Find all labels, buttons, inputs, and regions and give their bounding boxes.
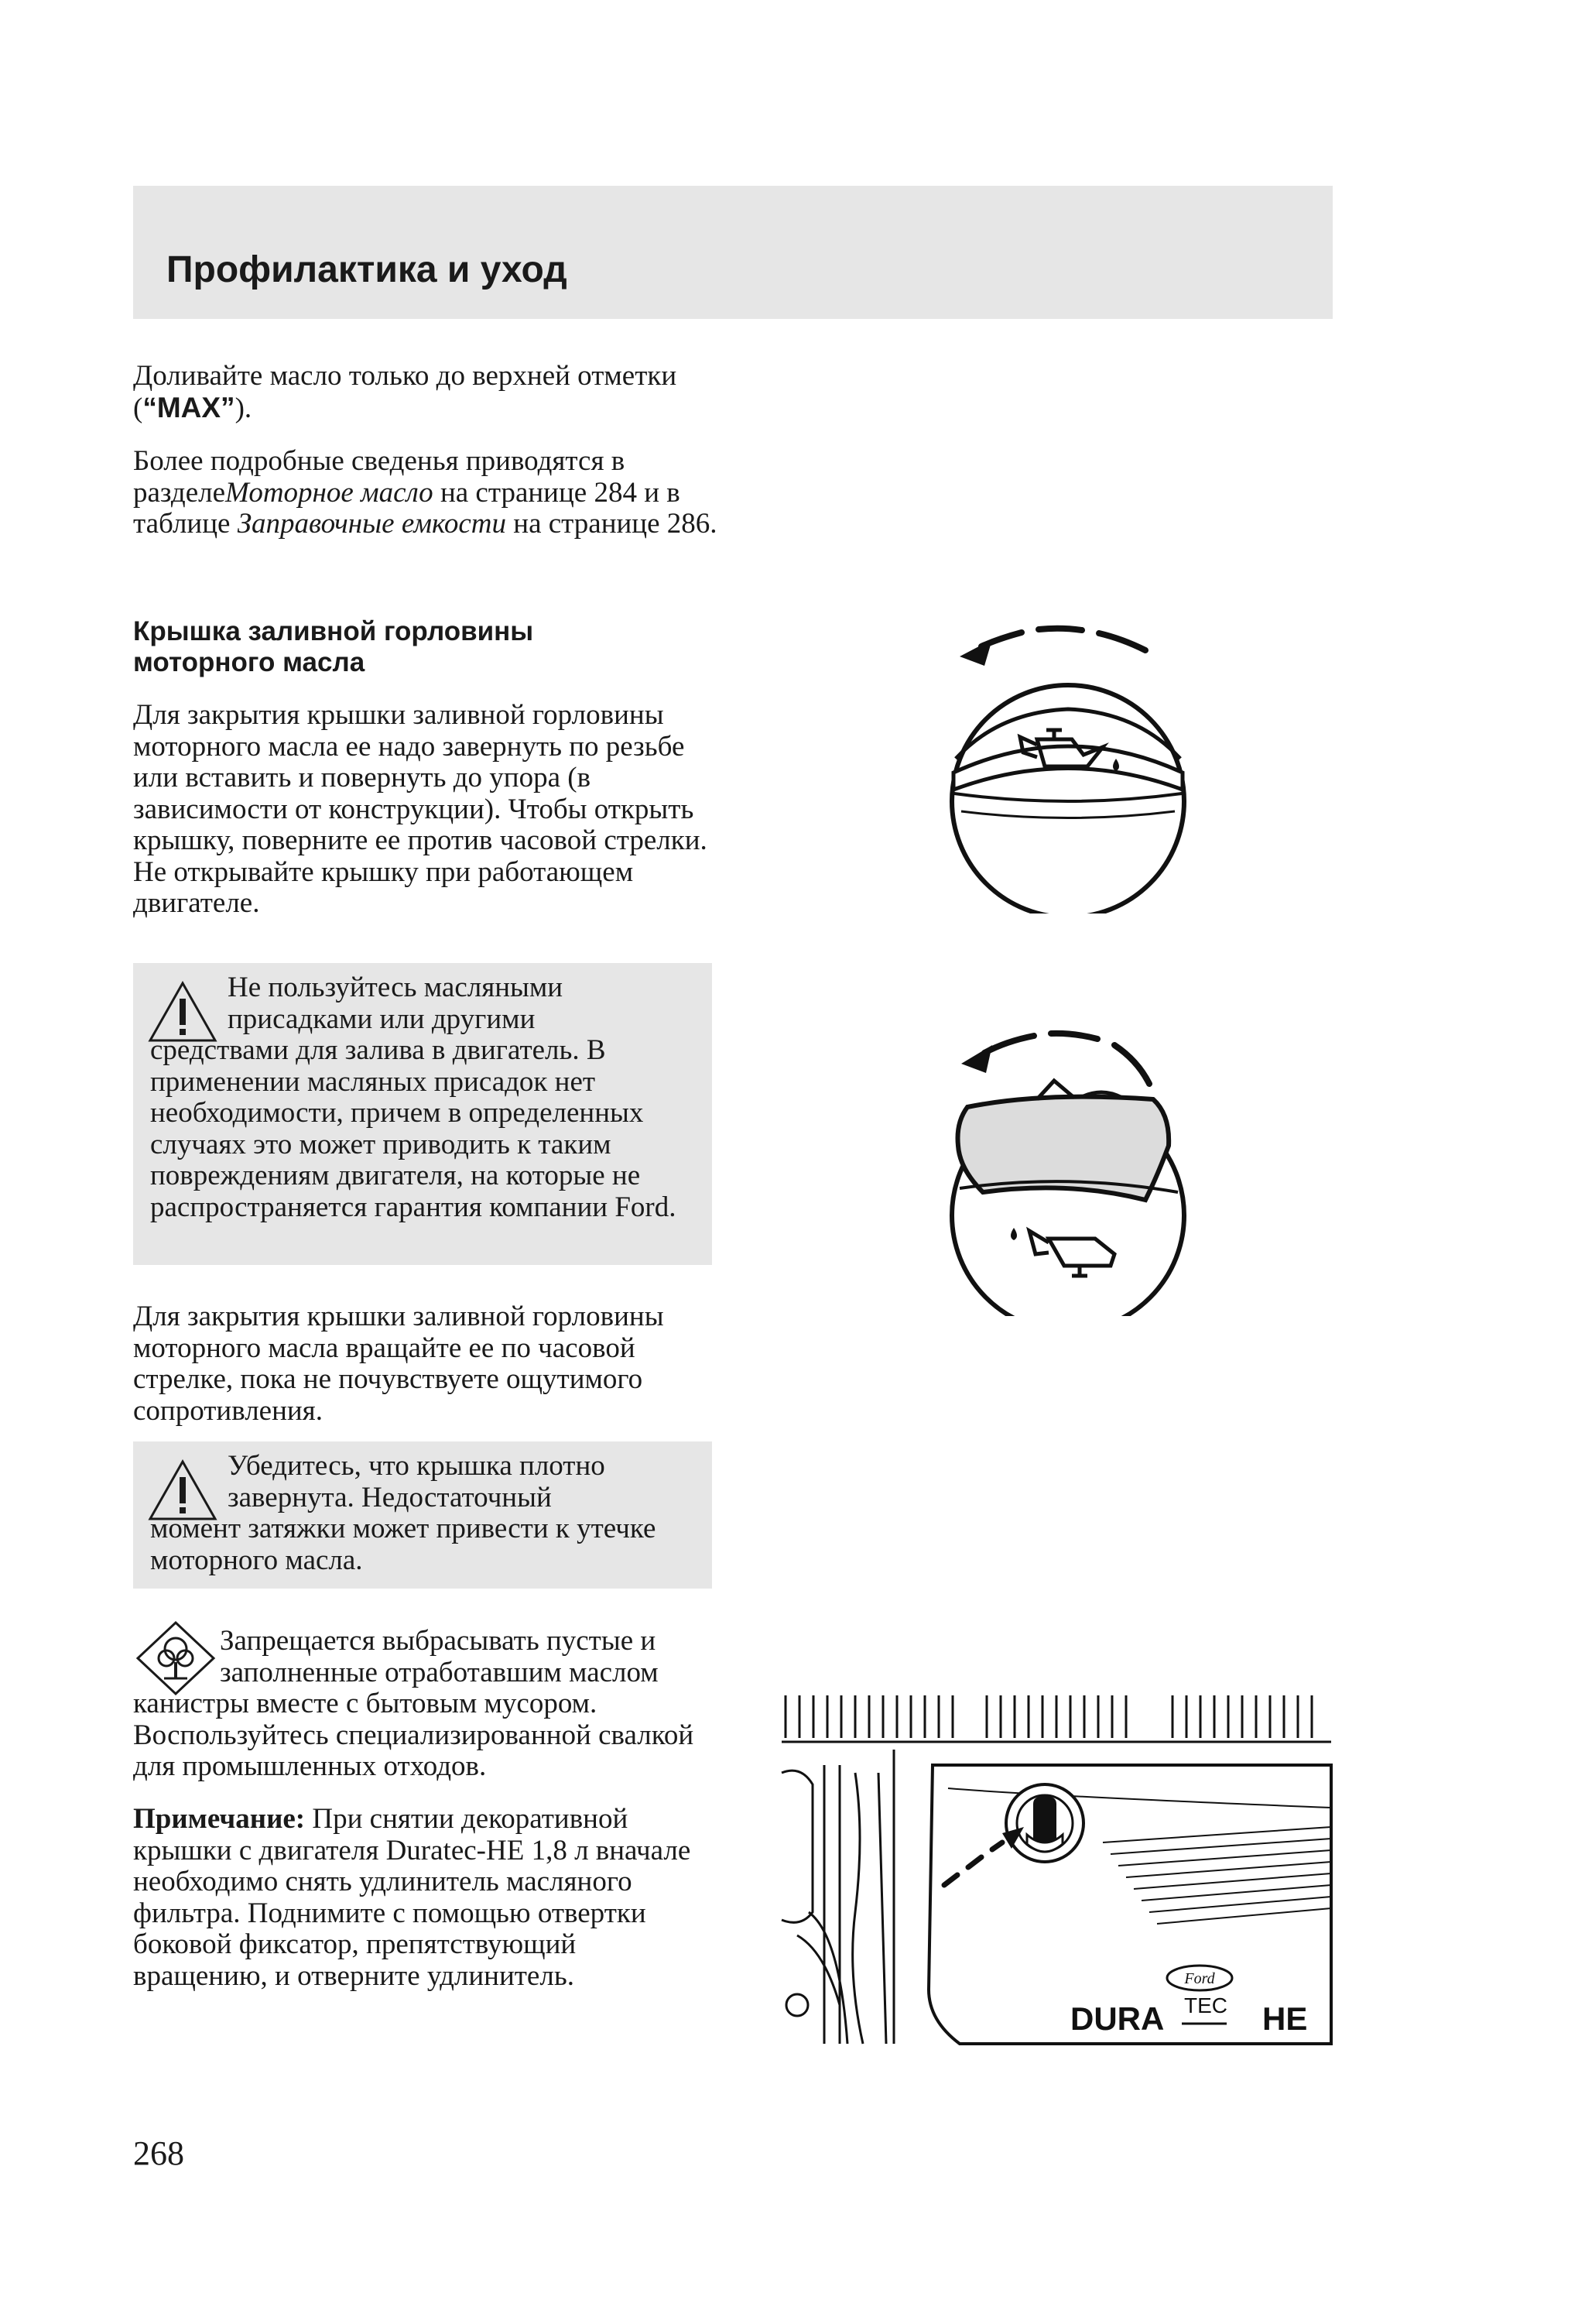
engine-top-rail: [782, 1695, 1331, 1742]
note-paragraph: [133, 1804, 710, 1992]
figure-bayonet-cap: [890, 1006, 1200, 1316]
figure-engine-cover: [778, 1680, 1335, 2051]
cap-paragraph-1: Для закрытия крышки заливной горловины моторного масла ее надо завернуть по резьбе или вставить и повернуть до упора (в зависимости от конструкции). Чтобы открыть крышку, поверните ее против часовой стрелки. Не открывайте крышку при работающем двигателе.: [133, 699, 707, 919]
intro-p1-end: ).: [234, 392, 252, 424]
cap-heading-line-2: моторного масла: [133, 647, 365, 677]
cap-outline: [952, 685, 1184, 913]
badge-dura: DURA: [1070, 2000, 1165, 2037]
intro-p1-text: Доливайте масло только до верхней отметки (: [133, 360, 677, 424]
page-number: 268: [133, 2134, 184, 2172]
arrow-head: [960, 639, 992, 666]
intro-p2-b: на странице 284 и в таблице: [133, 476, 680, 540]
intro-p2-ref-motor-oil: Моторное масло: [225, 476, 433, 509]
ford-logo-text: Ford: [1184, 1970, 1215, 1987]
cap-paragraph-2: Для закрытия крышки заливной горловины моторного масла вращайте ее по часовой стрелке, пока не почувствуете ощутимого сопротивления.: [133, 1301, 664, 1427]
cap-section-heading: [133, 616, 721, 678]
intro-p1-max: “MAX”: [142, 391, 235, 423]
environment-note: [133, 1626, 710, 1783]
warning-box-tighten: [133, 1441, 712, 1589]
warning2-first: Убедитесь, что крышка плотно завернута. Недостаточный: [228, 1450, 605, 1513]
note-label: Примечание:: [133, 1803, 306, 1835]
filler-cap: [1006, 1784, 1083, 1862]
warning2-rest: момент затяжки может привести к утечке моторного масла.: [150, 1513, 656, 1576]
cap-heading-line-1: Крышка заливной горловины: [133, 616, 534, 646]
warning-box-additives: [133, 963, 712, 1265]
page-title: Профилактика и уход: [166, 249, 567, 290]
warning1-rest: средствами для залива в двигатель. В применении масляных присадок нет необходимости, причем в определенных случаях это может приводить к таким повреждениям двигателя, на которые не распространяется гарантия компании Ford.: [150, 1034, 676, 1223]
badge-he: HE: [1262, 2000, 1308, 2037]
intro-p2-c: на странице 286.: [506, 508, 717, 540]
warning1-first: Не пользуйтесь масляными присадками или другими: [228, 972, 563, 1035]
warning-text-tighten: [150, 1451, 698, 1576]
figure-screw-cap: [890, 604, 1200, 913]
intro-paragraph-1: [133, 361, 721, 424]
engine-left-details: [782, 1750, 894, 2044]
note-text: При снятии декоративной крышки с двигателя Duratec-HE 1,8 л вначале необходимо снять удлинитель масляного фильтра. Поднимите с помощью отвертки боковой фиксатор, препятствующий вращению, и отверните удлинитель.: [133, 1803, 691, 1992]
arrow-head: [961, 1045, 992, 1073]
env-rest: канистры вместе с бытовым мусором. Воспользуйтесь специализированной свалкой для промышленных отходов.: [133, 1688, 694, 1782]
warning-text-additives: [150, 972, 698, 1223]
intro-p2-a: Более подробные сведенья приводятся в разделе: [133, 445, 625, 509]
rotate-arrow-icon: [984, 1033, 1149, 1084]
intro-paragraph-2: [133, 446, 721, 540]
badge-tec: TEC: [1184, 1993, 1227, 2017]
env-first: Запрещается выбрасывать пустые и заполненные отработавшим маслом: [220, 1625, 659, 1688]
rotate-arrow-icon: [981, 629, 1145, 650]
intro-p2-ref-capacities: Заправочные емкости: [237, 508, 507, 540]
